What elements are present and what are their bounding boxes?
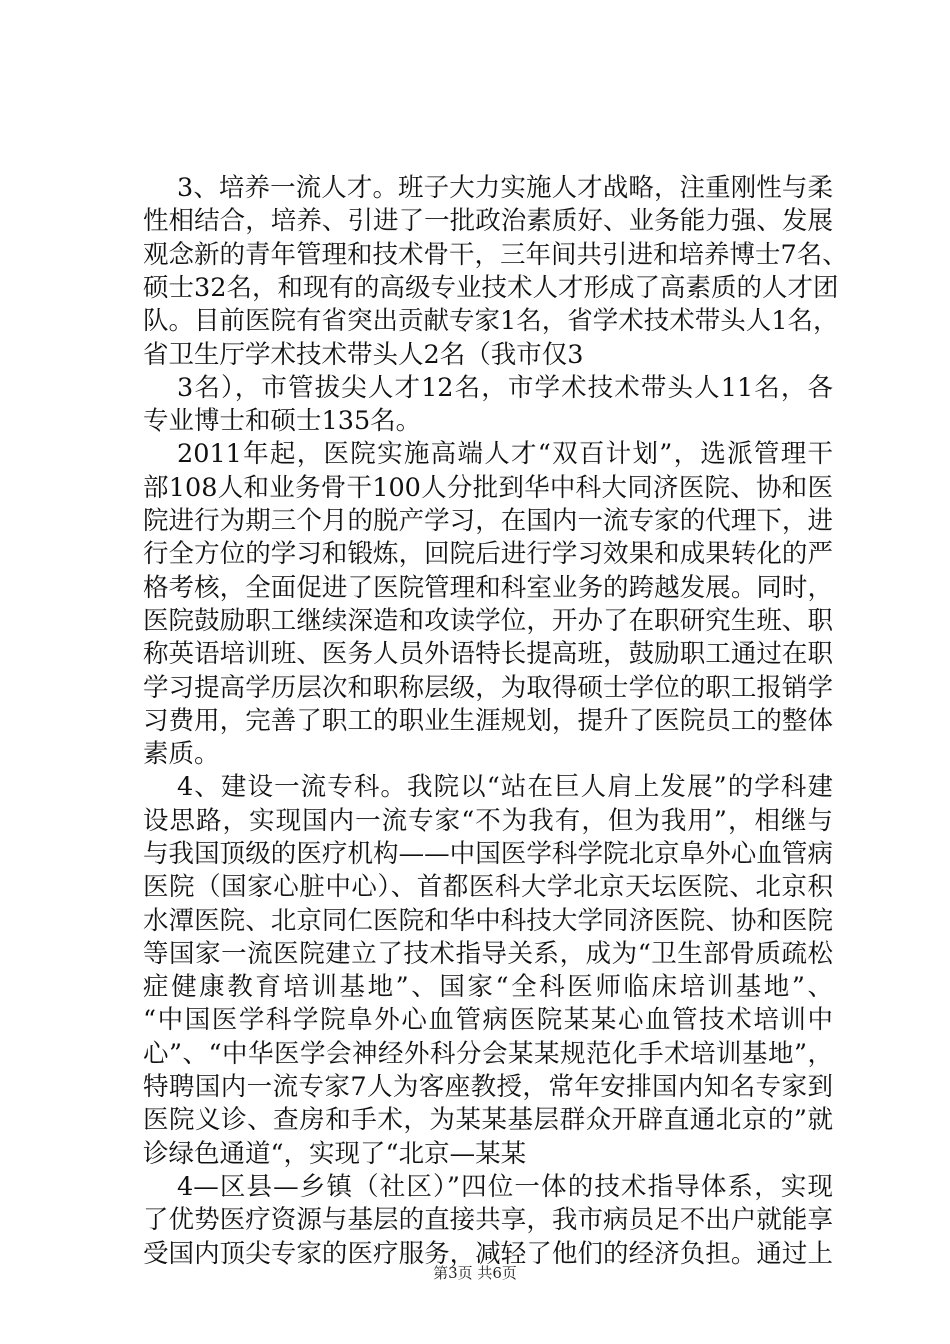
text-line: 部108人和业务骨干100人分批到华中科大同济医院、协和医 xyxy=(143,473,833,503)
text-line: 与我国顶级的医疗机构——中国医学科学院北京阜外心血管病 xyxy=(143,839,833,869)
text-line: 诊绿色通道“，实现了“北京—某某 xyxy=(143,1139,527,1169)
text-line: 称英语培训班、医务人员外语特长提高班，鼓励职工通过在职 xyxy=(143,639,833,669)
text-line: 症健康教育培训基地”、国家“全科医师临床培训基地”、 xyxy=(143,972,833,1002)
text-line: 习费用，完善了职工的职业生涯规划，提升了医院员工的整体 xyxy=(143,706,833,736)
text-line: 等国家一流医院建立了技术指导关系，成为“卫生部骨质疏松 xyxy=(143,939,833,969)
text-line: 专业博士和硕士135名。 xyxy=(143,406,422,436)
text-line: 设思路，实现国内一流专家“不为我有，但为我用”，相继与 xyxy=(143,806,833,836)
text-line: 水潭医院、北京同仁医院和华中科技大学同济医院、协和医院 xyxy=(143,906,833,936)
text-line: 行全方位的学习和锻炼，回院后进行学习效果和成果转化的严 xyxy=(143,539,833,569)
text-line: 了优势医疗资源与基层的直接共享，我市病员足不出户就能享 xyxy=(143,1205,833,1235)
text-line: 性相结合，培养、引进了一批政治素质好、业务能力强、发展 xyxy=(143,206,833,236)
page-footer: 第3页 共6页 xyxy=(433,1264,517,1282)
text-line: “中国医学科学院阜外心血管病医院某某心血管技术培训中 xyxy=(143,1005,833,1035)
text-line: 观念新的青年管理和技术骨干，三年间共引进和培养博士7名、 xyxy=(143,240,848,270)
text-line: 队。目前医院有省突出贡献专家1名，省学术技术带头人1名， xyxy=(143,306,839,336)
text-line: 学习提高学历层次和职称层级，为取得硕士学位的职工报销学 xyxy=(143,673,833,703)
text-line: 3、培养一流人才。班子大力实施人才战略，注重刚性与柔 xyxy=(177,173,833,203)
text-line: 素质。 xyxy=(143,739,220,769)
text-line: 4、建设一流专科。我院以“站在巨人肩上发展”的学科建 xyxy=(177,772,833,802)
text-line: 省卫生厅学术技术带头人2名（我市仅3 xyxy=(143,340,584,370)
text-line: 受国内顶尖专家的医疗服务，减轻了他们的经济负担。通过上 xyxy=(143,1239,833,1269)
text-line: 医院（国家心脏中心）、首都医科大学北京天坛医院、北京积 xyxy=(143,872,833,902)
text-line: 4—区县—乡镇（社区）”四位一体的技术指导体系，实现 xyxy=(177,1172,833,1202)
text-line: 院进行为期三个月的脱产学习，在国内一流专家的代理下，进 xyxy=(143,506,833,536)
text-line: 2011年起，医院实施高端人才“双百计划”，选派管理干 xyxy=(177,439,833,469)
text-line: 特聘国内一流专家7人为客座教授，常年安排国内知名专家到 xyxy=(143,1072,833,1102)
text-line: 3名），市管拔尖人才12名，市学术技术带头人11名，各 xyxy=(177,373,833,403)
text-line: 格考核，全面促进了医院管理和科室业务的跨越发展。同时， xyxy=(143,573,833,603)
text-line: 硕士32名，和现有的高级专业技术人才形成了高素质的人才团 xyxy=(143,273,839,303)
text-line: 医院鼓励职工继续深造和攻读学位，开办了在职研究生班、职 xyxy=(143,606,833,636)
text-line: 心”、“中华医学会神经外科分会某某规范化手术培训基地”， xyxy=(143,1039,833,1069)
text-line: 医院义诊、查房和手术，为某某基层群众开辟直通北京的”就 xyxy=(143,1105,833,1135)
